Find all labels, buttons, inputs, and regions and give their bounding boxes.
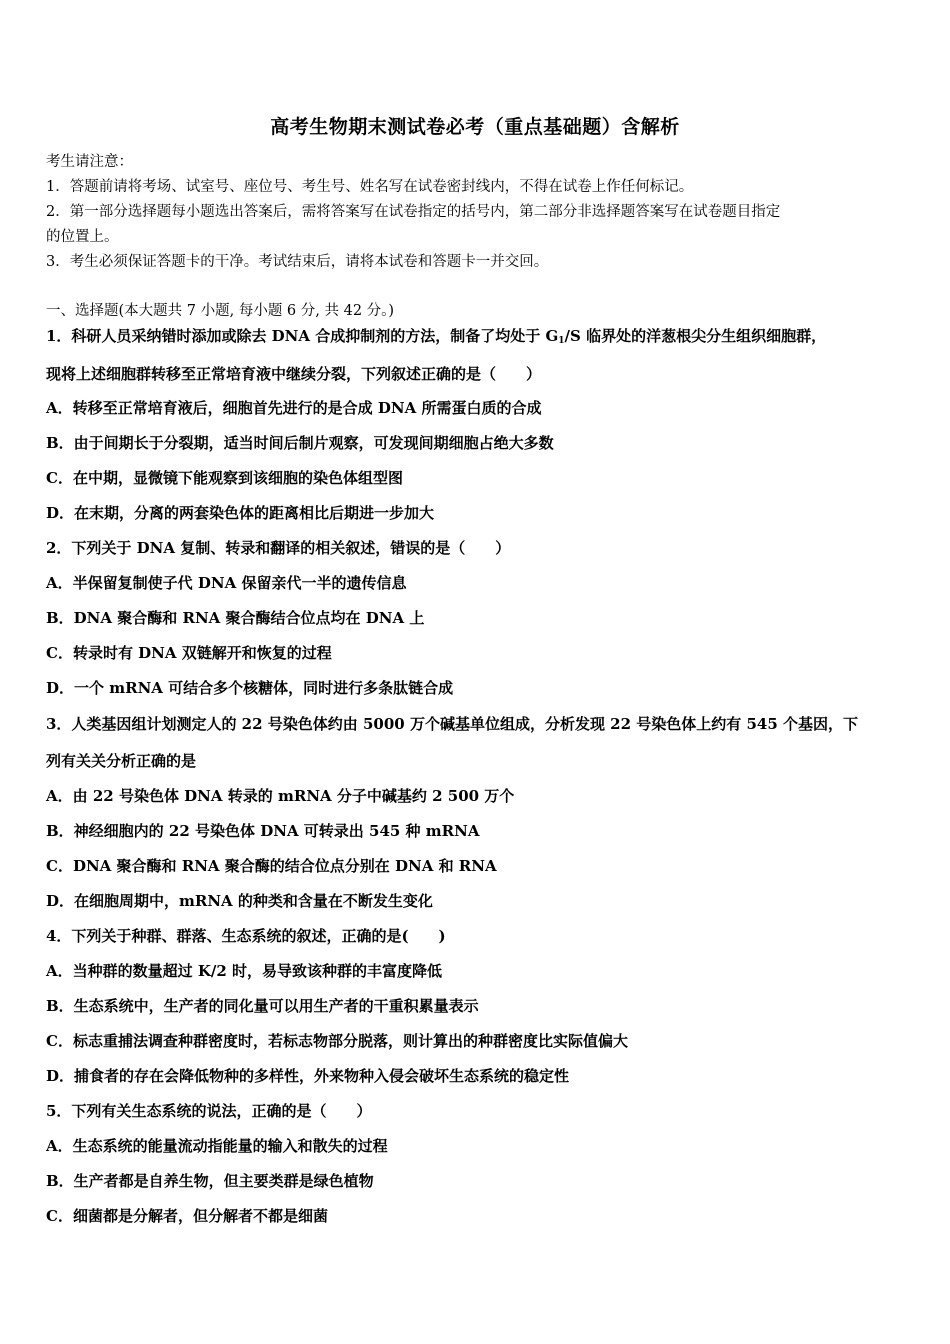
question-4-option-c: C．标志重捕法调查种群密度时，若标志物部分脱落，则计算出的种群密度比实际值偏大	[46, 1032, 628, 1050]
question-3-option-b: B．神经细胞内的 22 号染色体 DNA 可转录出 545 种 mRNA	[46, 822, 480, 840]
notice-header: 考生请注意：	[46, 154, 133, 170]
question-2-option-d: D．一个 mRNA 可结合多个核糖体，同时进行多条肽链合成	[46, 679, 454, 697]
question-5-stem: 5．下列有关生态系统的说法，正确的是（ ）	[46, 1102, 372, 1120]
question-5-option-b: B．生产者都是自养生物，但主要类群是绿色植物	[46, 1172, 374, 1190]
question-4-option-b: B．生态系统中，生产者的同化量可以用生产者的干重积累量表示	[46, 997, 479, 1015]
notice-item-1: 1．答题前请将考场、试室号、座位号、考生号、姓名写在试卷密封线内，不得在试卷上作任何标记。	[46, 179, 694, 195]
question-1-stem-line-2: 现将上述细胞群转移至正常培育液中继续分裂，下列叙述正确的是（ ）	[46, 365, 542, 383]
question-5-option-a: A．生态系统的能量流动指能量的输入和散失的过程	[46, 1137, 388, 1155]
question-1-option-a: A．转移至正常培育液后，细胞首先进行的是合成 DNA 所需蛋白质的合成	[46, 399, 542, 417]
question-3-stem-line-1: 3．人类基因组计划测定人的 22 号染色体约由 5000 万个碱基单位组成，分析发现 22 号染色体上约有 545 个基因，下	[46, 715, 859, 733]
question-1-stem-subscript: 1	[558, 336, 565, 346]
question-5-option-c: C．细菌都是分解者，但分解者不都是细菌	[46, 1207, 328, 1225]
question-2-option-a: A．半保留复制使子代 DNA 保留亲代一半的遗传信息	[46, 574, 407, 592]
question-1-stem-line-1	[46, 326, 906, 351]
question-3-stem-line-2: 列有关关分析正确的是	[46, 752, 197, 770]
question-2-option-b: B．DNA 聚合酶和 RNA 聚合酶结合位点均在 DNA 上	[46, 609, 425, 627]
question-2-stem: 2．下列关于 DNA 复制、转录和翻译的相关叙述，错误的是（ ）	[46, 539, 511, 557]
question-4-option-d: D．捕食者的存在会降低物种的多样性，外来物种入侵会破坏生态系统的稳定性	[46, 1067, 570, 1085]
question-1-option-b: B．由于间期长于分裂期，适当时间后制片观察，可发现间期细胞占绝大多数	[46, 434, 554, 452]
notice-item-2-line-2: 的位置上。	[46, 229, 119, 245]
question-3-option-a: A．由 22 号染色体 DNA 转录的 mRNA 分子中碱基约 2 500 万个	[46, 787, 515, 805]
question-1-option-c: C．在中期，显微镜下能观察到该细胞的染色体组型图	[46, 469, 403, 487]
question-4-option-a: A．当种群的数量超过 K/2 时，易导致该种群的丰富度降低	[46, 962, 443, 980]
question-2-option-c: C．转录时有 DNA 双链解开和恢复的过程	[46, 644, 332, 662]
question-1-stem-part-1: 1．科研人员采纳错时添加或除去 DNA 合成抑制剂的方法，制备了均处于 G	[46, 327, 559, 345]
document-title: 高考生物期末测试卷必考（重点基础题）含解析	[270, 116, 680, 138]
question-1-stem-part-2: /S 临界处的洋葱根尖分生组织细胞群，	[564, 327, 827, 345]
notice-item-3: 3．考生必须保证答题卡的干净。考试结束后，请将本试卷和答题卡一并交回。	[46, 254, 549, 270]
question-1-option-d: D．在末期，分离的两套染色体的距离相比后期进一步加大	[46, 504, 435, 522]
section-heading: 一、选择题(本大题共 7 小题, 每小题 6 分, 共 42 分。)	[46, 303, 395, 319]
question-3-option-c: C．DNA 聚合酶和 RNA 聚合酶的结合位点分别在 DNA 和 RNA	[46, 857, 497, 875]
question-4-stem: 4．下列关于种群、群落、生态系统的叙述，正确的是( )	[46, 927, 446, 945]
question-3-option-d: D．在细胞周期中，mRNA 的种类和含量在不断发生变化	[46, 892, 433, 910]
notice-item-2-line-1: 2．第一部分选择题每小题选出答案后，需将答案写在试卷指定的括号内，第二部分非选择题答案写在试卷题目指定	[46, 204, 781, 220]
